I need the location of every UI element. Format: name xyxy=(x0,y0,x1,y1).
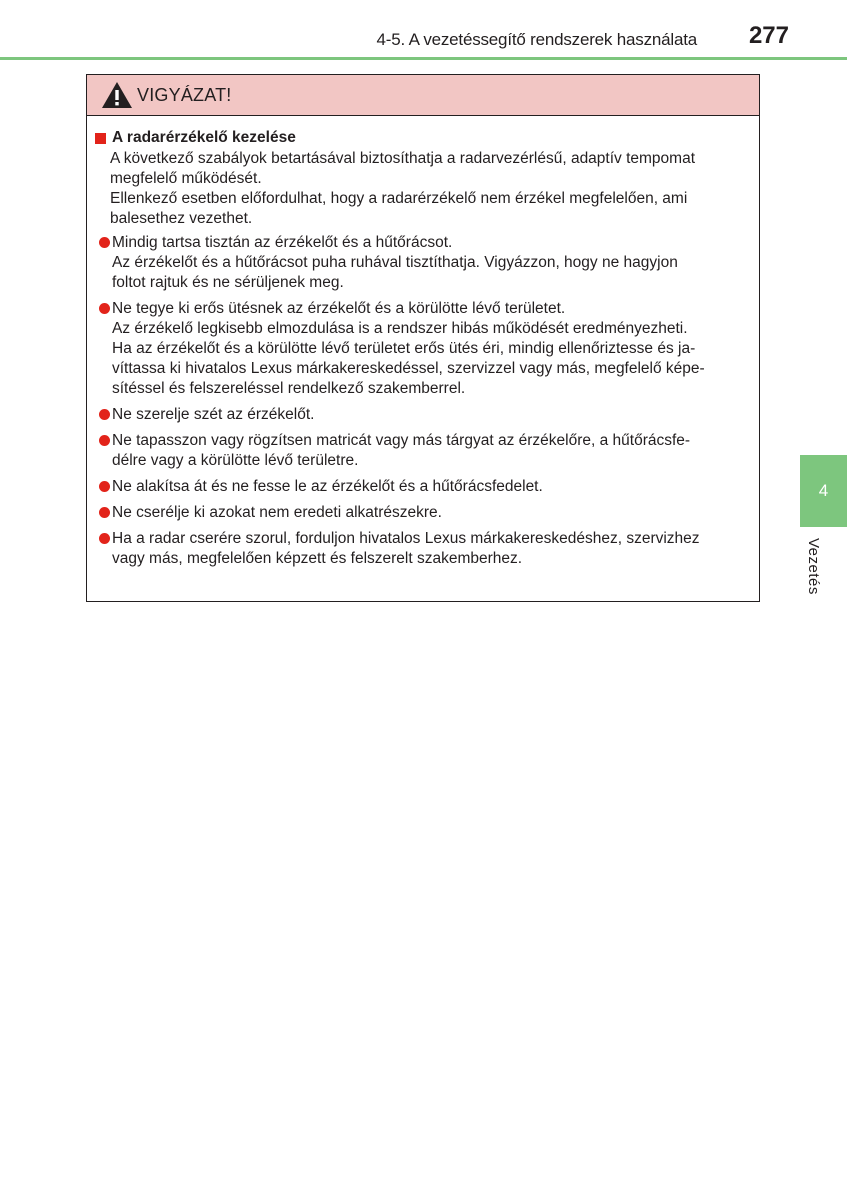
list-item-line: sítéssel és felszereléssel rendelkező szakemberrel. xyxy=(112,380,466,397)
warning-title: VIGYÁZAT! xyxy=(137,84,232,105)
list-item-line: Mindig tartsa tisztán az érzékelőt és a hűtőrácsot. xyxy=(112,234,453,251)
list-item-line: víttassa ki hivatalos Lexus márkakereskedéssel, szervizzel vagy más, megfelelő képe- xyxy=(112,360,705,377)
paragraph-line: A következő szabályok betartásával biztosíthatja a radarvezérlésű, adaptív tempomat xyxy=(110,150,696,167)
chapter-number: 4 xyxy=(818,481,829,500)
red-dot-icon xyxy=(99,237,110,248)
list-item-text xyxy=(112,529,751,569)
list-item-line: Ne alakítsa át és ne fesse le az érzékelőt és a hűtőrácsfedelet. xyxy=(112,478,543,495)
list-item-line: Az érzékelő legkisebb elmozdulása is a rendszer hibás működését eredményezheti. xyxy=(112,320,688,337)
list-item-line: Ne tegye ki erős ütésnek az érzékelőt és a körülötte lévő területet. xyxy=(112,300,566,317)
red-dot-icon xyxy=(99,409,110,420)
list-item-text xyxy=(112,477,751,497)
paragraph-line: balesethez vezethet. xyxy=(110,210,253,227)
list-item xyxy=(99,431,751,471)
list-item xyxy=(99,529,751,569)
list-item-text xyxy=(112,405,751,425)
list-item-line: Ne szerelje szét az érzékelőt. xyxy=(112,406,315,423)
warning-triangle-icon xyxy=(101,81,133,109)
warning-body xyxy=(87,116,759,569)
list-item-text xyxy=(112,431,751,471)
red-dot-icon xyxy=(99,507,110,518)
warning-box xyxy=(86,74,760,602)
chapter-tab[interactable] xyxy=(800,455,847,527)
red-dot-icon xyxy=(99,481,110,492)
list-item-line: vagy más, megfelelően képzett és felszerelt szakemberhez. xyxy=(112,550,523,567)
list-item xyxy=(99,405,751,425)
bullet-list xyxy=(95,233,751,569)
page-number: 277 xyxy=(748,22,789,49)
page-header xyxy=(0,0,847,58)
section-heading xyxy=(95,128,751,148)
intro-paragraph xyxy=(110,189,751,229)
red-square-icon xyxy=(95,133,106,144)
red-dot-icon xyxy=(99,533,110,544)
paragraph-line: Ellenkező esetben előfordulhat, hogy a radarérzékelő nem érzékel megfelelően, ami xyxy=(110,190,688,207)
intro-paragraphs xyxy=(95,149,751,229)
list-item-line: délre vagy a körülötte lévő területre. xyxy=(112,452,359,469)
list-item-line: Ne tapasszon vagy rögzítsen matricát vagy más tárgyat az érzékelőre, a hűtőrácsfe- xyxy=(112,432,691,449)
list-item xyxy=(99,233,751,293)
list-item-line: Ne cserélje ki azokat nem eredeti alkatrészekre. xyxy=(112,504,442,521)
list-item xyxy=(99,299,751,399)
list-item-line: Ha a radar cserére szorul, forduljon hivatalos Lexus márkakereskedéshez, szervizhez xyxy=(112,530,700,547)
chapter-label: Vezetés xyxy=(805,538,822,595)
list-item-text xyxy=(112,233,751,293)
section-heading-text: A radarérzékelő kezelése xyxy=(112,129,296,146)
intro-paragraph xyxy=(110,149,751,189)
list-item-line: Ha az érzékelőt és a körülötte lévő területet erős ütés éri, mindig ellenőriztesse és ja- xyxy=(112,340,696,357)
red-dot-icon xyxy=(99,303,110,314)
list-item-line: Az érzékelőt és a hűtőrácsot puha ruhával tisztíthatja. Vigyázzon, hogy ne hagyjon xyxy=(112,254,678,271)
list-item-text xyxy=(112,503,751,523)
red-dot-icon xyxy=(99,435,110,446)
section-title: 4-5. A vezetéssegítő rendszerek használata xyxy=(376,30,697,49)
warning-header xyxy=(87,75,759,116)
list-item xyxy=(99,477,751,497)
list-item-line: foltot rajtuk és ne sérüljenek meg. xyxy=(112,274,344,291)
header-rule xyxy=(0,57,847,60)
list-item xyxy=(99,503,751,523)
paragraph-line: megfelelő működését. xyxy=(110,170,262,187)
list-item-text xyxy=(112,299,751,399)
